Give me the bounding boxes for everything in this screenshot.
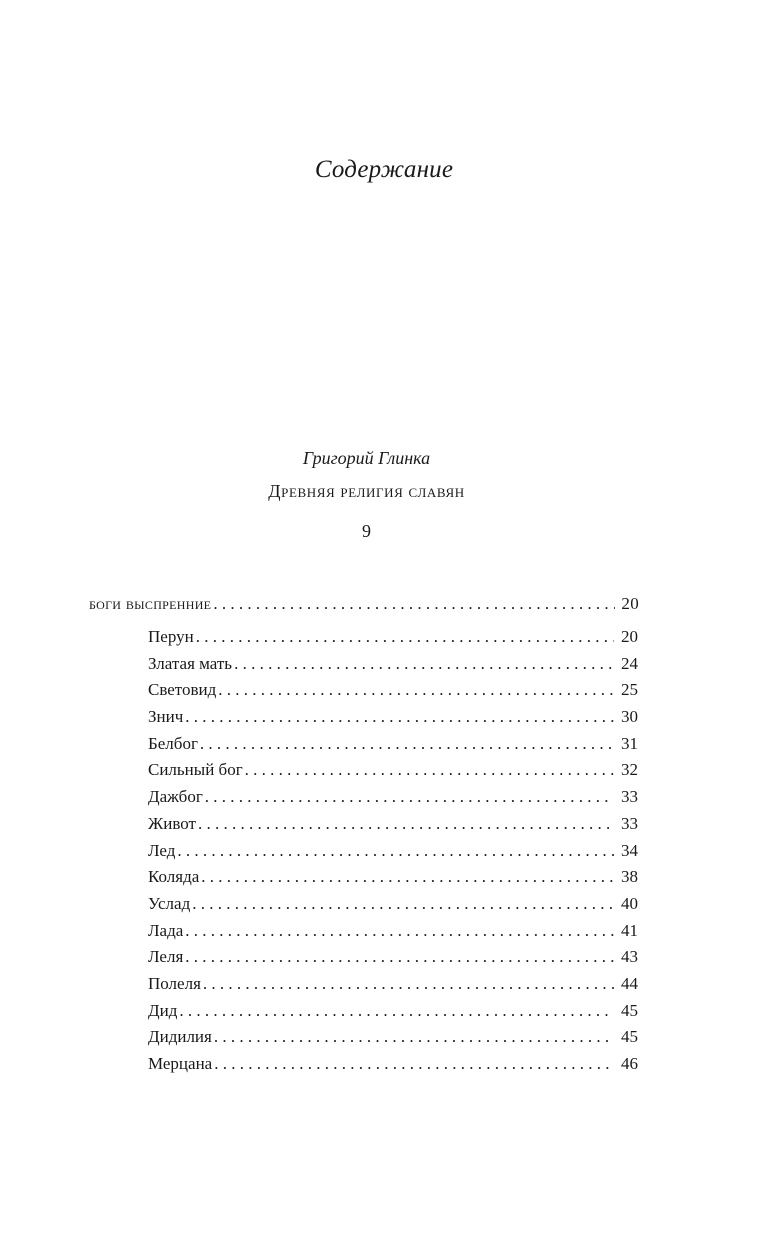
- toc-leader-dots: [196, 627, 614, 647]
- toc-entry-label: Живот: [148, 814, 196, 833]
- toc-entry-page: 31: [621, 734, 638, 753]
- toc-entry-page: 32: [621, 760, 638, 779]
- toc-leader-dots: [203, 974, 614, 994]
- toc-entry-page: 45: [621, 1001, 638, 1020]
- toc-entry[interactable]: [148, 1054, 638, 1076]
- toc-section-label: боги выспренние: [89, 594, 212, 613]
- toc-entry[interactable]: [148, 974, 638, 996]
- toc-entry[interactable]: [148, 1001, 638, 1023]
- toc-entry-page: 34: [621, 841, 638, 860]
- toc-leader-dots: [214, 1027, 614, 1047]
- toc-leader-dots: [198, 814, 614, 834]
- toc-leader-dots: [205, 787, 614, 807]
- toc-entry[interactable]: [148, 627, 638, 649]
- toc-entry[interactable]: [148, 680, 638, 702]
- toc-entry-page: 45: [621, 1027, 638, 1046]
- toc-entry[interactable]: [148, 787, 638, 809]
- toc-entry-page: 25: [621, 680, 638, 699]
- toc-entry-page: 33: [621, 814, 638, 833]
- toc-leader-dots: [185, 707, 614, 727]
- page-title: Содержание: [314, 156, 454, 183]
- toc-entry-page: 24: [621, 654, 638, 673]
- toc-entry-page: 40: [621, 894, 638, 913]
- toc-leader-dots: [201, 867, 614, 887]
- toc-entry-page: 44: [621, 974, 638, 993]
- toc-entry-label: Световид: [148, 680, 217, 699]
- toc-entry[interactable]: [148, 1027, 638, 1049]
- toc-entry-label: Коляда: [148, 867, 200, 886]
- toc-leader-dots: [179, 1001, 614, 1021]
- toc-entry-page: 46: [621, 1054, 638, 1073]
- toc-entry-label: Дажбог: [148, 787, 203, 806]
- book-title: Древняя религия славян: [268, 481, 465, 501]
- toc-section-row[interactable]: [89, 594, 639, 616]
- toc-entry-page: 30: [621, 707, 638, 726]
- toc-entry-label: Дид: [148, 1001, 178, 1020]
- toc-entry[interactable]: [148, 894, 638, 916]
- toc-entry[interactable]: [148, 734, 638, 756]
- toc-entry-label: Лед: [148, 841, 176, 860]
- toc-leader-dots: [185, 947, 614, 967]
- toc-entry-label: Леля: [148, 947, 184, 966]
- toc-entry[interactable]: [148, 707, 638, 729]
- toc-section-page: 20: [621, 594, 639, 613]
- toc-entry[interactable]: [148, 814, 638, 836]
- toc-entry[interactable]: [148, 947, 638, 969]
- toc-leader-dots: [200, 734, 614, 754]
- toc-entry[interactable]: [148, 841, 638, 863]
- toc-leader-dots: [185, 921, 614, 941]
- book-author: Григорий Глинка: [302, 448, 431, 468]
- toc-entry-label: Белбог: [148, 734, 198, 753]
- toc-leader-dots: [234, 654, 614, 674]
- toc-entry-page: 38: [621, 867, 638, 886]
- toc-leader-dots: [214, 1054, 614, 1074]
- book-page-number: 9: [362, 521, 371, 541]
- toc-leader-dots: [213, 594, 615, 614]
- toc-leader-dots: [177, 841, 614, 861]
- toc-entry-label: Полеля: [148, 974, 201, 993]
- toc-entry-label: Услад: [148, 894, 191, 913]
- toc-entry-page: 20: [621, 627, 638, 646]
- toc-entry-label: Златая мать: [148, 654, 233, 673]
- toc-entry[interactable]: [148, 760, 638, 782]
- toc-entry-label: Лада: [148, 921, 184, 940]
- toc-leader-dots: [218, 680, 614, 700]
- toc-entry-label: Мерцана: [148, 1054, 213, 1073]
- toc-entry-label: Знич: [148, 707, 184, 726]
- toc-entry-page: 41: [621, 921, 638, 940]
- toc-leader-dots: [245, 760, 614, 780]
- toc-entry-page: 33: [621, 787, 638, 806]
- toc-entry-label: Дидилия: [148, 1027, 212, 1046]
- toc-entry[interactable]: [148, 921, 638, 943]
- toc-entry-label: Сильный бог: [148, 760, 243, 779]
- toc-entry-page: 43: [621, 947, 638, 966]
- toc-entry[interactable]: [148, 654, 638, 676]
- toc-entry-label: Перун: [148, 627, 194, 646]
- toc-entry[interactable]: [148, 867, 638, 889]
- toc-leader-dots: [192, 894, 614, 914]
